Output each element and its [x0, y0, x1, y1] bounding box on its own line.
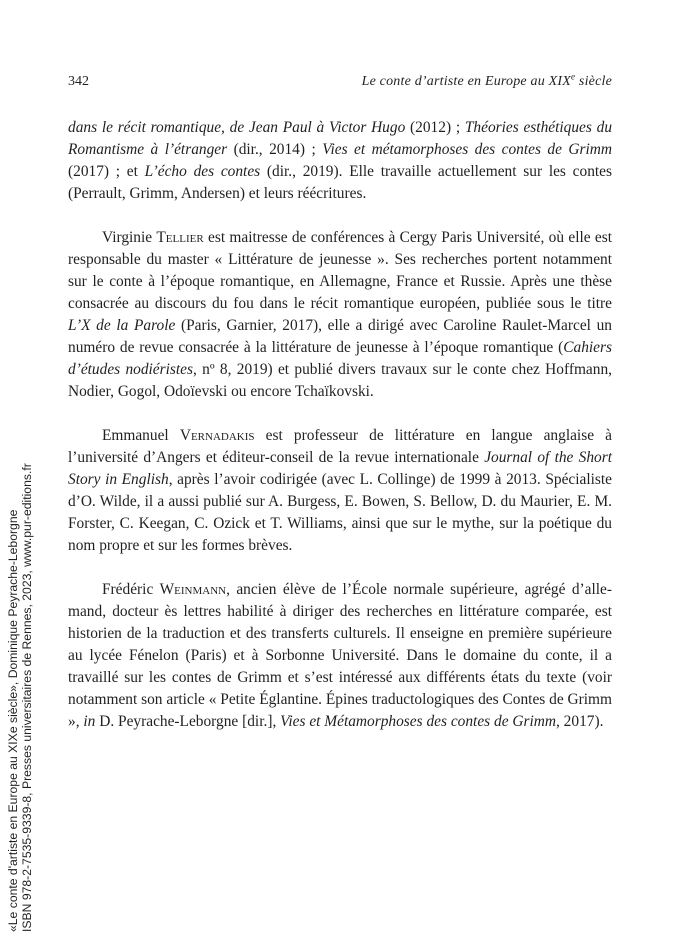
text-run: , 2017).	[555, 713, 604, 730]
paragraph-continuation	[68, 117, 612, 205]
text-run: , nº 8, 2019) et publié divers travaux sur le conte chez Hoffmann, Nodier, Gogol, Odoïevski ou encore Tchaïkovski.	[68, 361, 612, 400]
text-run: Frédéric	[102, 581, 160, 598]
running-title-superscript: e	[571, 71, 576, 82]
italic-run: Vies et métamorphoses des contes de Grimm	[322, 141, 612, 158]
text-run: (dir., 2019). Elle travaille actuellement sur les contes (Perrault, Grimm, Andersen) et leurs réécritures.	[68, 163, 612, 202]
italic-run: dans le récit romantique, de Jean Paul à Victor Hugo	[68, 119, 406, 136]
author-surname: Tellier	[156, 229, 204, 246]
sidebar-line-isbn: ISBN 978-2-7535-9339-8, Presses universitaires de Rennes, 2023, www.pur-editions.fr	[20, 463, 35, 932]
running-title	[362, 72, 612, 92]
text-run: , ancien élève de l’École normale supérieure, agrégé d’allemand, docteur ès lettres habilité à diriger des recherches en littérature comparée, est historien de la traduction et des transferts culturels. Il enseigne en première supérieure au lycée Fénelon (Paris) et à Sorbonne Université. Dans le domaine du conte, il a travaillé sur les contes de Grimm et s’est intéressé aux différents états du texte (voir notamment son article « Petite Églantine. Épines traductologiques des Contes de Grimm »,	[68, 581, 612, 730]
text-run: est maitresse de conférences à Cergy Paris Université, où elle est responsable du master « Littérature de jeunesse ». Ses recherches portent notamment sur le conte à l’époque romantique, en Allemagne, France et Russie. Après une thèse consacrée au discours du fou dans le récit romantique européen, publiée sous le titre	[68, 229, 612, 312]
text-run: (Paris, Garnier, 2017), elle a dirigé avec Caroline Raulet-Marcel un numéro de revue consacrée à la littérature de jeunesse à l’époque romantique (	[68, 317, 612, 356]
text-run: est professeur de littérature en langue anglaise à l’université d’Angers et éditeur-conseil de la revue internationale	[68, 427, 612, 466]
text-run: Emmanuel	[102, 427, 180, 444]
italic-run: Journal of the Short Story in English	[68, 449, 612, 488]
italic-run: Théories esthétiques du Romantisme à l’étranger	[68, 119, 613, 158]
text-run: Virginie	[102, 229, 157, 246]
running-title-end: siècle	[575, 74, 612, 89]
author-surname: Vernadakis	[179, 427, 255, 444]
running-header	[68, 72, 612, 92]
text-run: D. Peyrache-Leborgne [dir.],	[95, 713, 281, 730]
italic-run: L’X de la Parole	[68, 317, 176, 334]
page-number: 342	[68, 74, 89, 89]
paragraph-bio-tellier	[68, 227, 612, 403]
text-run: (dir., 2014) ;	[227, 141, 323, 158]
paragraph-bio-weinmann	[68, 579, 612, 733]
paragraph-bio-vernadakis	[68, 425, 612, 557]
italic-run: in	[83, 713, 96, 730]
italic-run: L’écho des contes	[144, 163, 261, 180]
text-run: , après l’avoir codirigée (avec L. Collinge) de 1999 à 2013. Spécialiste d’O. Wilde, il a aussi publié sur A. Burgess, E. Bowen, S. Bellow, D. du Maurier, E. M. Forster, C. Keegan, C. Ozick et T. Williams, ainsi que sur le mythe, sur la poétique du nom propre et sur les formes brèves.	[68, 471, 612, 554]
copyright-sidebar	[6, 372, 35, 932]
text-run: (2012) ;	[405, 119, 465, 136]
text-run: (2017) ; et	[68, 163, 145, 180]
sidebar-line-title: «Le conte d'artiste en Europe au XIXe siècle», Dominique Peyrache-Leborgne	[6, 509, 20, 932]
author-surname: Weinmann	[159, 581, 227, 598]
running-title-main: Le conte d’artiste en Europe au XIX	[361, 74, 572, 89]
italic-run: Vies et Métamorphoses des contes de Grimm	[280, 713, 556, 730]
italic-run: Cahiers d’études nodiéristes	[68, 339, 612, 378]
body-text	[68, 117, 612, 733]
